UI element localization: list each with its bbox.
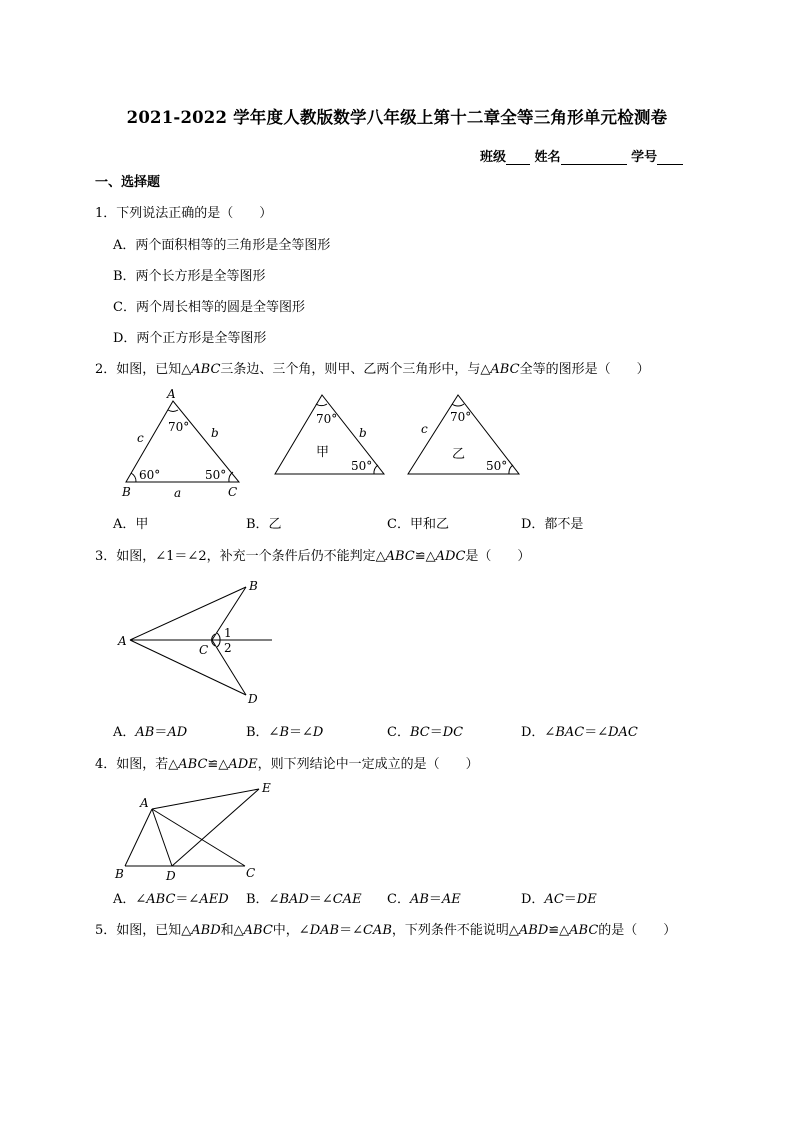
q4-option-b[interactable]: B．∠BAD＝∠CAE [246, 892, 362, 907]
q2-option-b[interactable]: B．乙 [246, 517, 282, 532]
q3-stem: 3．如图，∠1＝∠2，补充一个条件后仍不能判定△ABC≌△ADC是（ ） [95, 549, 531, 564]
q2-stem: 2．如图，已知△ABC三条边、三个角，则甲、乙两个三角形中，与△ABC全等的图形是（ ） [95, 362, 650, 377]
q4-label-c: C [246, 866, 256, 880]
class-label: 班级 [480, 150, 507, 165]
q2-t3-side-c: c [421, 422, 428, 436]
q2-t1-side-b: b [211, 426, 219, 440]
q3-label-a: A [118, 634, 127, 648]
q3-label-b: B [249, 579, 258, 593]
q2-t3-angle-right: 50° [486, 459, 508, 473]
q1-option-d[interactable]: D．两个正方形是全等图形 [113, 331, 267, 346]
q2-triangle-abc-labels [121, 387, 237, 500]
q2-t1-angle-c: 50° [205, 468, 227, 482]
q3-figure-labels [117, 579, 258, 706]
q3-option-d[interactable]: D．∠BAC＝∠DAC [521, 725, 638, 740]
q4-label-e: E [262, 781, 271, 795]
q2-t3-name: 乙 [452, 447, 466, 462]
q1-stem: 1．下列说法正确的是（ ） [95, 206, 273, 221]
q1-option-c[interactable]: C．两个周长相等的圆是全等图形 [113, 300, 305, 315]
q2-t2-angle-right: 50° [351, 459, 373, 473]
q1-option-a[interactable]: A．两个面积相等的三角形是全等图形 [113, 238, 331, 253]
q3-option-b[interactable]: B．∠B＝∠D [246, 725, 324, 740]
q4-figure-labels [114, 781, 271, 883]
name-label: 姓名 [534, 150, 561, 165]
q3-option-c[interactable]: C．BC＝DC [387, 725, 464, 740]
page-title: 2021-2022 学年度人教版数学八年级上第十二章全等三角形单元检测卷 [126, 108, 668, 127]
q2-option-d[interactable]: D．都不是 [521, 517, 584, 532]
q3-figure [130, 587, 272, 695]
q4-stem: 4．如图，若△ABC≌△ADE，则下列结论中一定成立的是（ ） [95, 757, 479, 772]
q2-t2-side-b: b [359, 426, 367, 440]
number-label: 学号 [631, 150, 658, 165]
q4-label-b: B [115, 867, 124, 881]
q2-t1-angle-a: 70° [168, 420, 190, 434]
q2-t2-name: 甲 [316, 445, 330, 460]
q3-label-d: D [248, 692, 258, 706]
q2-t1-side-c: c [137, 431, 144, 445]
section-choice-title: 一、选择题 [95, 175, 161, 190]
q5-stem: 5．如图，已知△ABD和△ABC中，∠DAB＝∠CAB，下列条件不能说明△ABD≌△ABC的是（ ） [95, 923, 677, 938]
q3-label-angle-1: 1 [224, 626, 232, 640]
q2-t1-angle-b: 60° [139, 468, 161, 482]
q2-option-a[interactable]: A．甲 [113, 517, 149, 532]
q2-t1-label-c-vertex: C [228, 485, 238, 499]
q4-label-d: D [166, 869, 176, 883]
q3-label-c: C [199, 643, 209, 657]
q4-option-d[interactable]: D．AC＝DE [521, 892, 597, 907]
q2-t1-side-a: a [174, 486, 182, 500]
q2-triangle-jia-labels [316, 412, 372, 473]
q1-option-b[interactable]: B．两个长方形是全等图形 [113, 269, 266, 284]
q4-label-a: A [140, 796, 149, 810]
q2-t3-angle-top: 70° [450, 410, 472, 424]
q2-t1-label-a-vertex: A [167, 387, 176, 401]
q3-option-a[interactable]: A．AB＝AD [113, 725, 188, 740]
q3-label-angle-2: 2 [224, 641, 232, 655]
q4-option-c[interactable]: C．AB＝AE [387, 892, 461, 907]
q4-option-a[interactable]: A．∠ABC＝∠AED [113, 892, 229, 907]
q2-option-c[interactable]: C．甲和乙 [387, 517, 449, 532]
q2-t2-angle-top: 70° [316, 412, 338, 426]
q2-t1-label-b-vertex: B [122, 485, 131, 499]
